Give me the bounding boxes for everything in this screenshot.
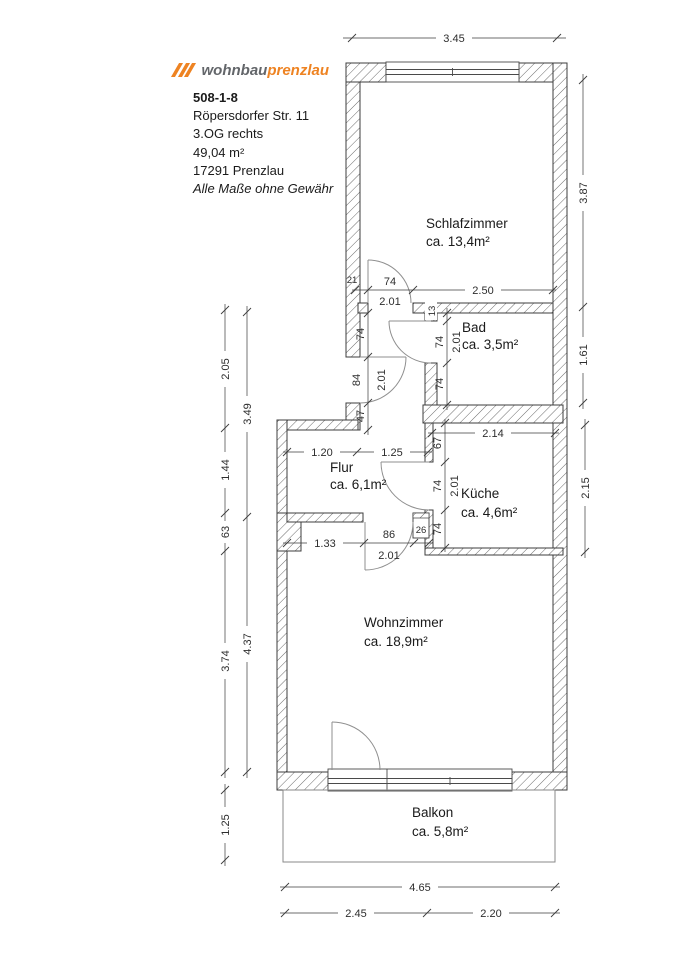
dim-wohnzimmer-door: [283, 525, 433, 562]
dim-label: 74: [432, 522, 444, 536]
wall-segment: [277, 420, 358, 430]
wall-segment: [287, 513, 363, 522]
dim-label: 74: [434, 335, 446, 349]
dim-label: 2.05: [220, 358, 232, 380]
dim-label: 4.37: [242, 633, 254, 655]
wall-segment: [277, 772, 328, 790]
room-name-schlafzimmer: Schlafzimmer: [426, 216, 508, 231]
wall-segment: [346, 82, 360, 357]
dim-label: 74: [383, 276, 397, 288]
light-partition-cap: [413, 513, 429, 518]
dim-label: 3.49: [242, 403, 254, 425]
floor-info: 3.OG rechts: [193, 126, 264, 142]
door-kueche: [381, 462, 429, 510]
wall-segment: [512, 772, 567, 790]
dim-label: 3.87: [578, 182, 590, 204]
wall-segment: [553, 63, 567, 790]
balcony-door-window: [328, 769, 512, 791]
walls: [277, 63, 567, 790]
dim-label: 47: [355, 409, 367, 423]
street-address: Röpersdorfer Str. 11: [193, 108, 310, 124]
dim-label: 1.25: [381, 447, 403, 459]
dim-label: 1.44: [220, 459, 232, 481]
room-area-flur: ca. 6,1m²: [330, 477, 387, 492]
dim-label: 4.65: [409, 882, 431, 894]
dim-label: 2.14: [482, 428, 504, 440]
dim-bottom-split: [280, 907, 560, 921]
dim-label: 2.20: [480, 908, 502, 920]
dim-label: 2.01: [451, 331, 463, 353]
dim-label: 2.50: [472, 285, 494, 297]
dim-label: 26: [415, 525, 427, 536]
logo-text-prenzlau: prenzlau: [267, 61, 330, 79]
dim-label: 74: [355, 327, 367, 341]
total-area: 49,04 m²: [193, 144, 245, 160]
room-area-schlafzimmer: ca. 13,4m²: [426, 234, 490, 249]
city: 17291 Prenzlau: [193, 162, 285, 178]
disclaimer: Alle Maße ohne Gewähr: [193, 181, 334, 197]
dim-left-outer: [218, 304, 232, 778]
dim-flur-width: [283, 446, 432, 460]
dim-label: 2.01: [376, 369, 388, 391]
dim-label: 86: [382, 529, 396, 541]
dim-right-upper: [576, 74, 590, 409]
dim-top-width: [343, 32, 566, 46]
object-id: 508-1-8: [193, 90, 238, 105]
logo-text-wohnbau: wohnbau: [201, 61, 268, 79]
dim-kueche-door: [432, 419, 461, 552]
dim-label: 13: [427, 305, 438, 317]
dim-bottom-total: [280, 881, 560, 895]
dim-label: 84: [351, 373, 363, 387]
dim-label: 2.01: [378, 550, 400, 562]
dim-label: 1.20: [311, 447, 333, 459]
room-name-wohnzimmer: Wohnzimmer: [364, 615, 444, 630]
room-name-balkon: Balkon: [412, 805, 454, 820]
dim-label: 67: [432, 436, 444, 450]
dim-label: 1.25: [220, 814, 232, 836]
wall-segment: [277, 420, 287, 790]
room-area-wohnzimmer: ca. 18,9m²: [364, 634, 428, 649]
dim-label: 74: [432, 479, 444, 493]
dim-label: 63: [220, 525, 232, 539]
wall-segment: [358, 303, 368, 313]
room-area-kueche: ca. 4,6m²: [461, 505, 518, 520]
room-area-bad: ca. 3,5m²: [462, 337, 519, 352]
room-name-bad: Bad: [462, 320, 487, 335]
dim-left-inner: [240, 306, 254, 778]
dim-label: 3.74: [220, 650, 232, 672]
dim-label: 2.01: [449, 475, 461, 497]
dim-label: 2.45: [345, 908, 367, 920]
door-balkon: [332, 722, 380, 770]
dim-right-kueche: [578, 419, 592, 558]
dim-kueche-width: [428, 427, 559, 441]
dim-label: 21: [346, 275, 358, 286]
dim-label: 74: [434, 377, 446, 391]
room-name-flur: Flur: [330, 460, 354, 475]
wall-segment: [346, 63, 386, 82]
dim-label: 1.33: [314, 538, 336, 550]
dim-label: 2.15: [580, 477, 592, 499]
room-name-kueche: Küche: [461, 486, 500, 501]
dim-label: 2.01: [379, 296, 401, 308]
wall-segment: [425, 548, 563, 555]
dim-label: 3.45: [443, 33, 465, 45]
window-top: [386, 62, 519, 82]
dim-left-balkon: [218, 784, 232, 866]
dim-label: 1.61: [578, 344, 590, 366]
room-area-balkon: ca. 5,8m²: [412, 824, 469, 839]
